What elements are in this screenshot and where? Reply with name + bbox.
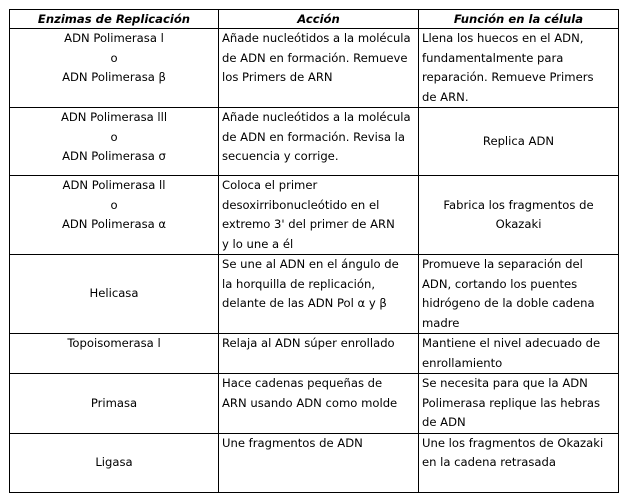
enzyme-cell: [10, 29, 219, 108]
enzyme-cell: [10, 176, 219, 255]
action-cell: [219, 176, 419, 255]
action-line: Une fragmentos de ADN: [222, 435, 363, 450]
action-line: secuencia y corrige.: [222, 149, 339, 163]
function-line: madre: [422, 315, 460, 330]
function-cell: [419, 29, 619, 108]
function-line: fundamentalmente para: [422, 50, 564, 65]
enzyme-cell: [10, 334, 219, 374]
function-line: de ARN.: [422, 89, 469, 104]
function-line: Promueve la separación del: [422, 257, 583, 271]
function-line: hidrógeno de la doble cadena: [422, 296, 595, 310]
enzyme-line: o: [110, 197, 118, 212]
action-line: Coloca el primer: [222, 178, 318, 192]
function-line: Llena los huecos en el ADN,: [422, 31, 584, 45]
action-line: y lo une a él: [222, 236, 294, 251]
action-cell: [219, 334, 419, 374]
enzyme-line: Helicasa: [89, 286, 139, 301]
function-line: Polimerasa replique las hebras: [422, 395, 601, 410]
action-line: Relaja al ADN súper enrollado: [222, 336, 395, 350]
replication-enzymes-table-wrapper: [9, 9, 619, 493]
replication-enzymes-table: [9, 9, 619, 493]
action-cell: [219, 29, 419, 108]
action-cell: [219, 374, 419, 434]
table-row: [10, 433, 619, 492]
table-row: [10, 108, 619, 176]
table-row: [10, 374, 619, 434]
action-line: la horquilla de replicación,: [222, 276, 375, 291]
table-row: [10, 334, 619, 374]
enzyme-line: ADN Polimerasa ll: [62, 178, 166, 192]
function-line: Se necesita para que la ADN: [422, 376, 588, 390]
function-line: Une los fragmentos de Okazaki: [422, 435, 604, 450]
action-cell: [219, 255, 419, 334]
function-cell: [419, 433, 619, 492]
function-line: enrollamiento: [422, 355, 503, 370]
action-line: Añade nucleótidos a la molécula: [222, 31, 411, 45]
header-row: [10, 10, 619, 29]
enzyme-line: Topoisomerasa l: [67, 336, 161, 350]
function-cell: [419, 374, 619, 434]
enzyme-line: ADN Polimerasa lll: [60, 110, 168, 124]
function-line: en la cadena retrasada: [422, 455, 556, 469]
enzyme-line: ADN Polimerasa σ: [62, 149, 166, 163]
action-line: de ADN en formación. Remueve: [222, 50, 408, 65]
enzyme-line: ADN Polimerasa α: [61, 217, 167, 231]
enzyme-line: Ligasa: [95, 454, 133, 469]
enzyme-cell: [10, 108, 219, 176]
header-enzyme: Enzimas de Replicación: [10, 10, 219, 29]
action-line: desoxirribonucleótido en el: [222, 197, 380, 212]
header-action: Acción: [219, 10, 419, 29]
enzyme-cell: [10, 374, 219, 434]
action-line: Se une al ADN en el ángulo de: [222, 257, 399, 271]
function-line: de ADN: [422, 415, 466, 429]
enzyme-line: ADN Polimerasa β: [62, 70, 166, 84]
enzyme-line: Primasa: [90, 395, 138, 410]
action-line: Hace cadenas pequeñas de: [222, 376, 383, 390]
enzyme-cell: [10, 433, 219, 492]
function-line: Mantiene el nivel adecuado de: [422, 336, 601, 350]
table-row: [10, 29, 619, 108]
action-cell: [219, 108, 419, 176]
enzyme-line: o: [110, 50, 118, 65]
function-cell: [419, 334, 619, 374]
header-function: Función en la célula: [419, 10, 619, 29]
action-line: los Primers de ARN: [222, 70, 333, 84]
action-line: extremo 3' del primer de ARN: [222, 217, 395, 231]
function-line: Fabrica los fragmentos de: [443, 197, 594, 212]
action-line: Añade nucleótidos a la molécula: [222, 110, 411, 124]
action-line: ARN usando ADN como molde: [222, 395, 398, 410]
action-line: delante de las ADN Pol α y β: [222, 296, 387, 310]
table-row: [10, 255, 619, 334]
function-cell: [419, 108, 619, 176]
function-line: Okazaki: [495, 217, 542, 231]
function-cell: [419, 255, 619, 334]
function-line: ADN, cortando los puentes: [422, 276, 578, 291]
action-line: de ADN en formación. Revisa la: [222, 129, 406, 144]
table-row: [10, 176, 619, 255]
function-line: Replica ADN: [482, 133, 555, 148]
enzyme-cell: [10, 255, 219, 334]
enzyme-line: o: [110, 129, 118, 144]
function-cell: [419, 176, 619, 255]
function-line: reparación. Remueve Primers: [422, 70, 594, 84]
action-cell: [219, 433, 419, 492]
enzyme-line: ADN Polimerasa l: [64, 31, 164, 45]
